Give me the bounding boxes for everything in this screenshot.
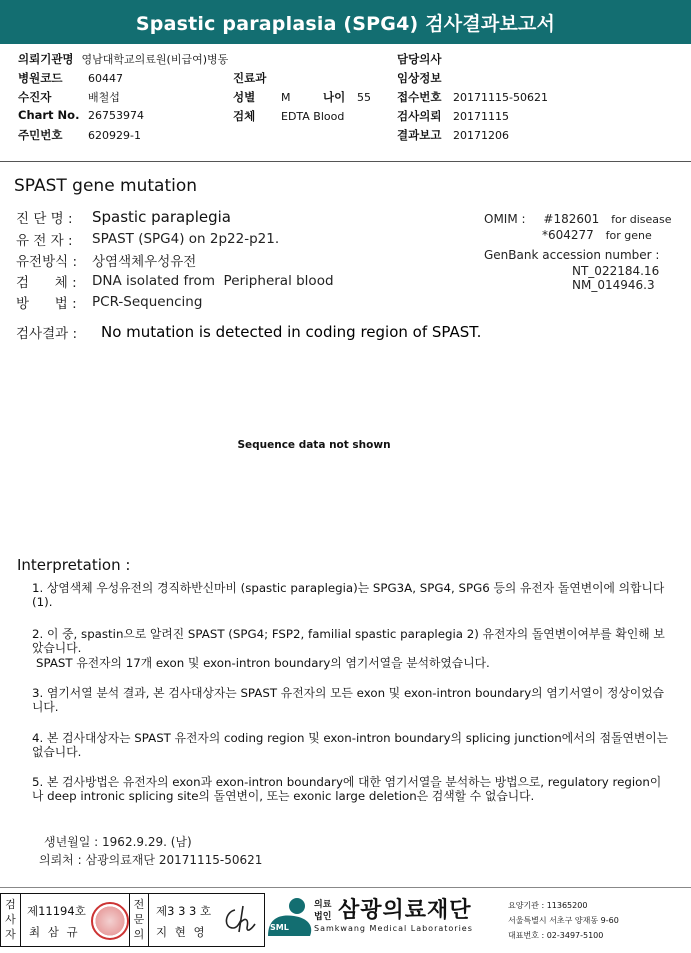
specimen-row-label: 검 체 : bbox=[16, 274, 77, 291]
inheritance-label: 유전방식 : bbox=[16, 253, 78, 270]
specimen-label: 검체 bbox=[233, 109, 256, 123]
hospital-code-label: 병원코드 bbox=[18, 71, 63, 85]
institution-label: 의뢰기관명 bbox=[18, 52, 74, 66]
specimen-value: EDTA Blood bbox=[281, 110, 345, 123]
request-value: 20171115 bbox=[453, 110, 509, 123]
dept-label: 진료과 bbox=[233, 71, 267, 85]
header-right bbox=[397, 51, 548, 146]
interp-item-1: 1. 상염색체 우성유전의 경직하반신마비 (spastic paraplegia)는 SPG3A, SPG4, SPG6 등의 유전자 돌연변이에 의합니다 (1). bbox=[32, 581, 665, 609]
reviewer-char-2: 사 bbox=[5, 913, 16, 926]
specialist-char-2: 문 bbox=[133, 913, 145, 926]
header-divider bbox=[0, 161, 691, 162]
resident-no-label: 주민번호 bbox=[18, 128, 63, 142]
org-prefix bbox=[314, 899, 331, 923]
report-label: 결과보고 bbox=[397, 128, 442, 142]
org-address: 서울특별시 서초구 양재동 9-60 bbox=[508, 916, 619, 925]
reviewer-name: 최 삼 규 bbox=[29, 925, 80, 939]
footer-divider bbox=[0, 887, 691, 888]
chart-no-label: Chart No. bbox=[18, 108, 80, 122]
result-row bbox=[16, 322, 481, 342]
requester: 의뢰처 : 삼광의료재단 20171115-50621 bbox=[39, 853, 263, 867]
sex-value: M bbox=[281, 91, 291, 104]
org-prefix-1: 의료 bbox=[314, 900, 332, 910]
org-logo-block bbox=[266, 892, 690, 948]
genbank-acc1: NT_022184.16 bbox=[572, 264, 660, 278]
signature-box bbox=[0, 893, 265, 947]
org-code: 요양기관 : 11365200 bbox=[508, 901, 588, 910]
specialist-name: 지 현 영 bbox=[156, 925, 207, 939]
diagnosis-value: Spastic paraplegia bbox=[92, 208, 231, 226]
reviewer-char-1: 검 bbox=[5, 898, 16, 911]
org-phone: 대표번호 : 02-3497-5100 bbox=[508, 931, 604, 940]
omim-disease-note: for disease bbox=[611, 213, 672, 226]
gene-value: SPAST (SPG4) on 2p22-p21. bbox=[92, 230, 280, 247]
gene-label: 유 전 자 : bbox=[16, 232, 73, 249]
age-value: 55 bbox=[357, 91, 371, 104]
institution-value: 영남대학교의료원(비급여)병동 bbox=[81, 53, 229, 66]
reviewer-license: 제11194호 bbox=[27, 904, 86, 918]
section-title: SPAST gene mutation bbox=[14, 176, 198, 196]
org-contact bbox=[508, 898, 619, 943]
signature-icon bbox=[219, 902, 259, 936]
interp-item-2: 2. 이 중, spastin으로 알려진 SPAST (SPG4; FSP2, familial spastic paraplegia 2) 유전자의 돌연변이여부를 확인해 보았습니다. bbox=[32, 627, 665, 655]
omim-gene-note: for gene bbox=[605, 229, 652, 242]
birth-date: 생년월일 : 1962.9.29. (남) bbox=[44, 835, 192, 849]
result-value: No mutation is detected in coding region of SPAST. bbox=[101, 323, 482, 341]
specialist-vertical-label bbox=[129, 894, 149, 946]
org-prefix-2: 법인 bbox=[314, 912, 332, 922]
genbank-label: GenBank accession number : bbox=[484, 248, 660, 262]
resident-no-value: 620929-1 bbox=[88, 129, 141, 142]
sequence-note: Sequence data not shown bbox=[237, 439, 391, 451]
specialist-license: 제3 3 3 호 bbox=[156, 904, 212, 918]
report-title-banner bbox=[0, 0, 691, 44]
interpretation-title: Interpretation : bbox=[17, 556, 131, 574]
sml-logo-text: SML bbox=[270, 923, 289, 932]
method-value: PCR-Sequencing bbox=[92, 293, 203, 310]
interp-item-3: 3. 염기서열 분석 결과, 본 검사대상자는 SPAST 유전자의 모든 exon 및 exon-intron boundary의 염기서열이 정상이었습니다. bbox=[32, 686, 665, 714]
sml-logo-icon bbox=[266, 896, 316, 942]
accession-label: 접수번호 bbox=[397, 90, 442, 104]
reviewer-char-3: 자 bbox=[5, 928, 16, 941]
header-left bbox=[18, 51, 228, 146]
org-english: Samkwang Medical Laboratories bbox=[314, 924, 473, 933]
header-middle bbox=[233, 70, 371, 127]
diagnosis-label: 진 단 명 : bbox=[16, 211, 73, 227]
hospital-code-value: 60447 bbox=[88, 72, 123, 85]
chart-no-value: 26753974 bbox=[88, 109, 144, 122]
genbank-acc2: NM_014946.3 bbox=[572, 278, 655, 292]
method-label: 방 법 : bbox=[16, 295, 77, 312]
clinical-label: 임상정보 bbox=[397, 71, 442, 85]
interp-item-5: 5. 본 검사방법은 유전자의 exon과 exon-intron boundary에 대한 염기서열을 분석하는 방법으로, regulatory region이나 deep intronic splicing site의 돌연변이, 또는 exonic large deletion은 검색할 수 없습니다. bbox=[32, 775, 662, 803]
report-title: Spastic paraplasia (SPG4) 검사결과보고서 bbox=[135, 12, 556, 35]
patient-label: 수진자 bbox=[18, 90, 52, 104]
specialist-char-1: 전 bbox=[133, 898, 145, 911]
omim-block bbox=[484, 212, 674, 292]
accession-value: 20171115-50621 bbox=[453, 91, 548, 104]
request-label: 검사의뢰 bbox=[397, 109, 442, 123]
specialist-char-3: 의 bbox=[133, 928, 145, 941]
inheritance-value: 상염색체우성유전 bbox=[92, 253, 197, 270]
doctor-label: 담당의사 bbox=[397, 52, 442, 66]
patient-value: 배철섭 bbox=[88, 91, 120, 104]
sex-label: 성별 bbox=[233, 90, 256, 104]
omim-gene-id: *604277 bbox=[542, 228, 594, 242]
specimen-row-value: DNA isolated from Peripheral blood bbox=[92, 272, 334, 289]
age-label: 나이 bbox=[323, 90, 346, 104]
interp-item-4: 4. 본 검사대상자는 SPAST 유전자의 coding region 및 exon-intron boundary의 splicing junction에서의 점돌연변이는 없습니다. bbox=[32, 731, 669, 759]
info-rows bbox=[16, 206, 334, 312]
interp-item-2b: SPAST 유전자의 17개 exon 및 exon-intron boundary의 염기서열을 분석하였습니다. bbox=[36, 656, 490, 670]
omim-label: OMIM : bbox=[484, 212, 526, 226]
report-value: 20171206 bbox=[453, 129, 509, 142]
reviewer-vertical-label bbox=[1, 894, 21, 946]
omim-disease-id: #182601 bbox=[543, 212, 600, 226]
reviewer-seal-icon bbox=[91, 902, 129, 940]
org-name: 삼광의료재단 bbox=[338, 898, 472, 923]
result-label: 검사결과 : bbox=[16, 326, 78, 342]
